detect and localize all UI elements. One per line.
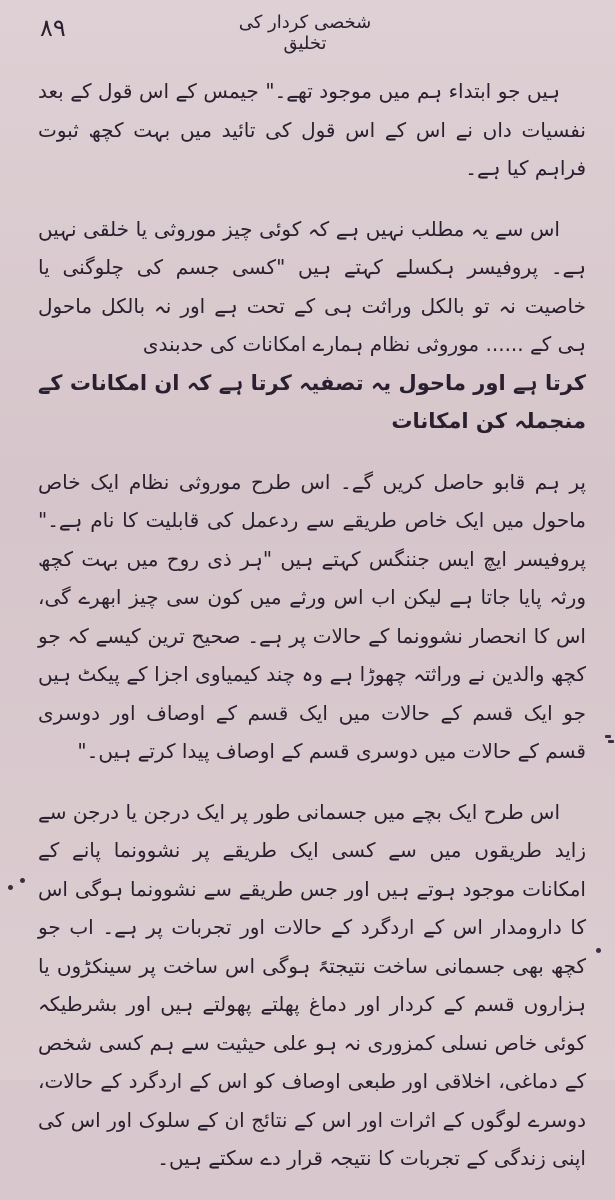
ink-speck (20, 878, 25, 883)
paragraph-2: اس سے یہ مطلب نہیں ہے کہ کوئی چیز موروثی یا خلقی نہیں ہے۔ پروفیسر ہکسلے کہتے ہیں "کسی جسم کی چلوگنی یا خاصیت نہ تو بالکل وراثت ہی کے تحت ہے اور نہ بالکل ماحول ہی کے ...... موروثی نظام ہمارے امکانات کی حدبندی (38, 216, 586, 356)
page-number: ۸۹ (40, 14, 66, 42)
margin-mark (608, 740, 614, 743)
paragraph-1: ہیں جو ابتداء ہم میں موجود تھے۔" جیمس کے اس قول کے بعد نفسیات داں نے اس کے اس قول کی تائید میں بہت کچھ ثبوت فراہم کیا ہے۔ (38, 79, 586, 180)
ink-speck (8, 885, 13, 890)
running-head: شخصی کردار کی تخلیق (238, 12, 372, 54)
paragraph-3: پر ہم قابو حاصل کریں گے۔ اس طرح موروثی نظام ایک خاص ماحول میں ایک خاص طریقے سے ردعمل کی قابلیت کا نام ہے۔" پروفیسر ایچ ایس جننگس کہتے ہیں "ہر ذی روح میں بہت کچھ ورثہ پایا جاتا ہے لیکن اب اس ورثے میں کون سی چیز ابھرے گی، اس کا انحصار نشوونما کے حالات پر ہے۔ صحیح ترین کیسے کہ جو کچھ والدین نے وراثتہ چھوڑا ہے وہ چند کیمیاوی اجزا کے پیکٹ ہیں جو ایک قسم کے حالات میں ایک قسم کے اوصاف اور دوسری قسم کے حالات میں دوسری قسم کے اوصاف پیدا کرتے ہیں۔" (38, 469, 586, 763)
body-text (38, 72, 586, 1200)
paragraph-emphasis: کرتا ہے اور ماحول یہ تصفیہ کرتا ہے کہ ان امکانات کے منجملہ کن امکانات (38, 370, 586, 433)
margin-mark (605, 735, 611, 738)
ink-speck (596, 948, 601, 953)
paragraph-4: اس طرح ایک بچے میں جسمانی طور پر ایک درجن یا درجن سے زاید طریقوں میں سے کسی ایک طریقے پر نشوونما پانے کے امکانات موجود ہوتے ہیں اور جس طریقے سے نشوونما ہوگی اس کا دارومدار اس کے اردگرد کے حالات اور تجربات پر ہے۔ اب جو کچھ بھی جسمانی ساخت نتیجتہً ہوگی اس ساخت پر سینکڑوں یا ہزاروں قسم کے کردار اور دماغ پھلتے پھولتے ہیں اور بشرطیکہ کوئی خاص نسلی کمزوری نہ ہو علی حیثیت سے ہم کسی شخص کے دماغی، اخلاقی اور طبعی اوصاف کو اس کے اردگرد کے حالات، دوسرے لوگوں کے اثرات اور اس کے نتائج ان کے سلوک اور اس کی اپنی زندگی کے تجربات کا نتیجہ قرار دے سکتے ہیں۔ (38, 799, 586, 1170)
